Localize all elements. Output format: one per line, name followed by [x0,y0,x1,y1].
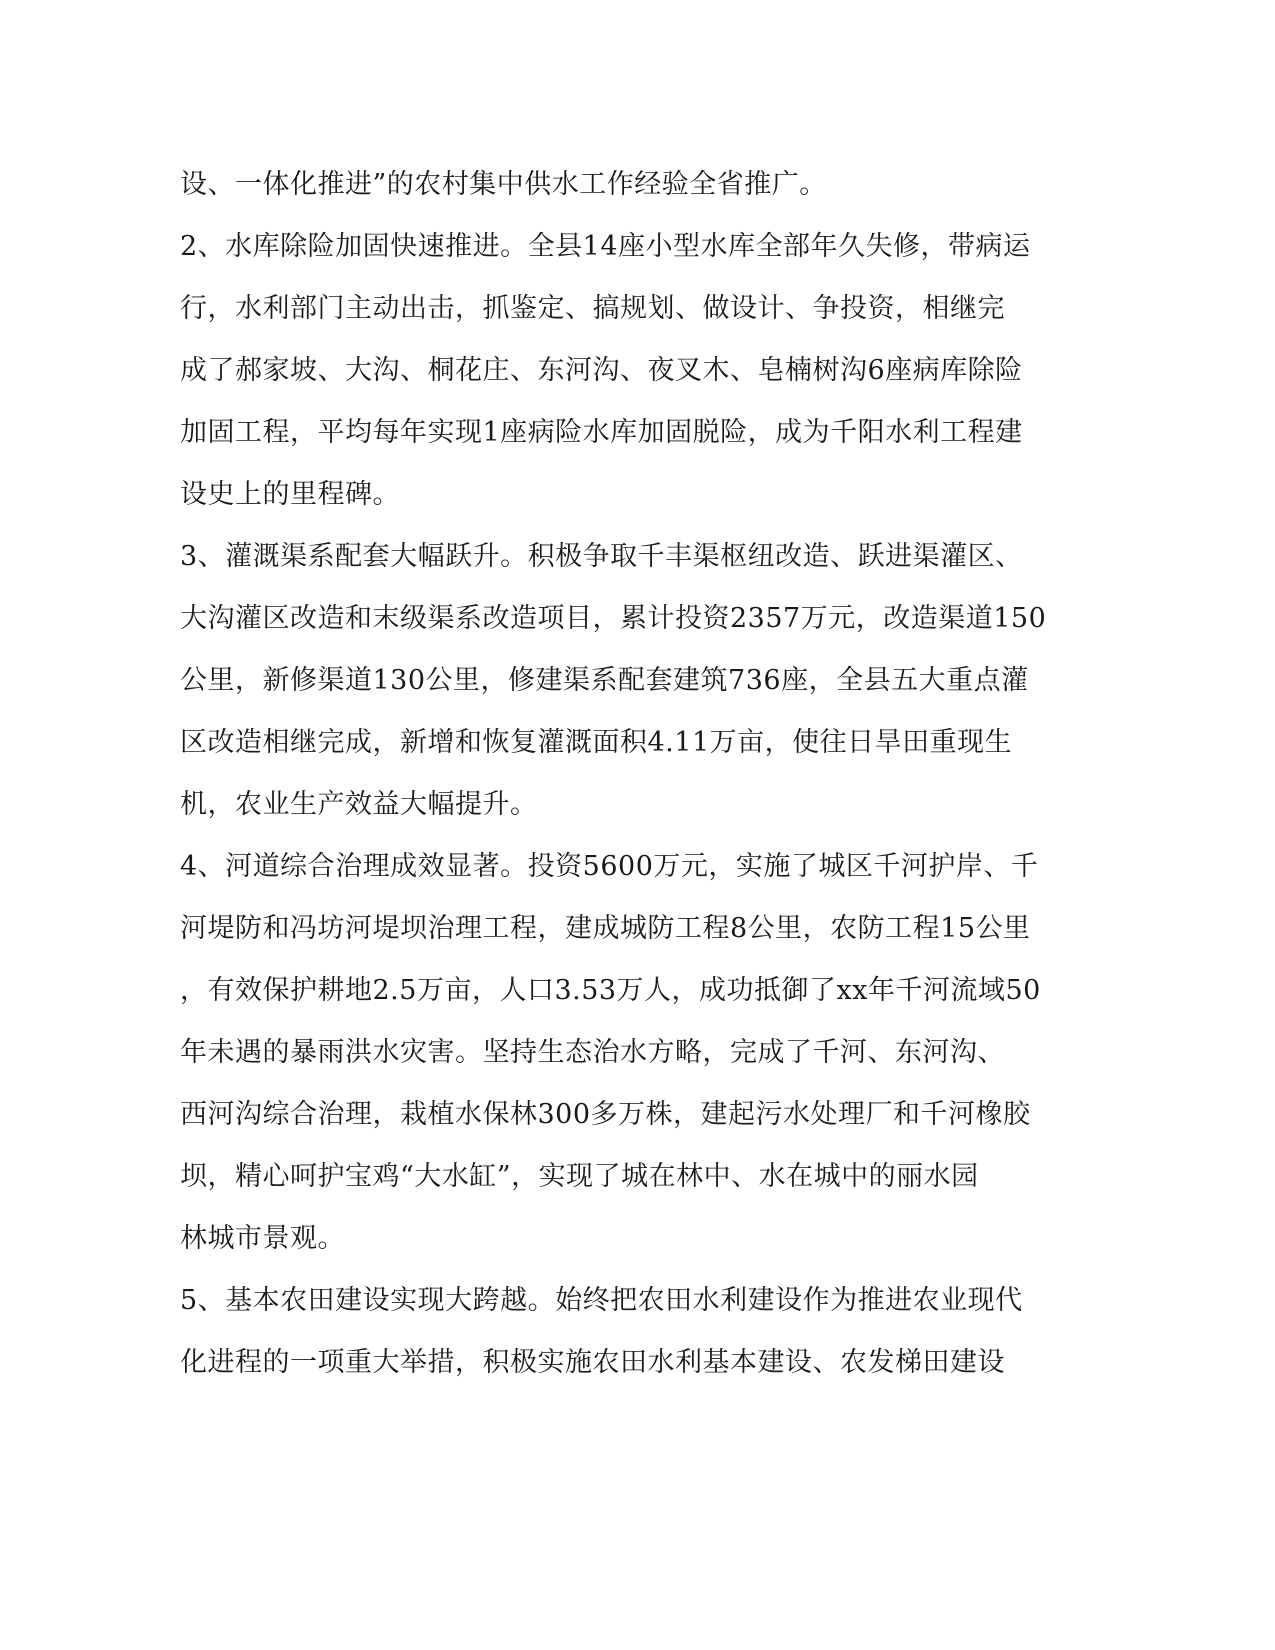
text-line: 设史上的里程碑。 [180,479,400,510]
text-line: 大沟灌区改造和末级渠系改造项目，累计投资2357万元，改造渠道150 [180,603,1047,634]
text-line: 坝，精心呵护宝鸡“大水缸”，实现了城在林中、水在城中的丽水园 [180,1161,979,1192]
text-line: 公里，新修渠道130公里，修建渠系配套建筑736座，全县五大重点灌 [180,665,1029,696]
text-line: 林城市景观。 [180,1223,345,1254]
text-line: 西河沟综合治理，栽植水保林300多万株，建起污水处理厂和千河橡胶 [180,1099,1031,1130]
text-line: ，有效保护耕地2.5万亩，人口3.53万人，成功抵御了xx年千河流域50 [180,975,1041,1006]
text-line: 2、水库除险加固快速推进。全县14座小型水库全部年久失修，带病运 [180,231,1031,262]
text-line: 成了郝家坡、大沟、桐花庄、东河沟、夜叉木、皂楠树沟6座病库除险 [180,355,1023,386]
text-line: 年未遇的暴雨洪水灾害。坚持生态治水方略，完成了千河、东河沟、 [180,1037,1005,1068]
text-line: 化进程的一项重大举措，积极实施农田水利基本建设、农发梯田建设 [180,1347,1005,1378]
text-line: 4、河道综合治理成效显著。投资5600万元，实施了城区千河护岸、千 [180,851,1039,882]
text-line: 3、灌溉渠系配套大幅跃升。积极争取千丰渠枢纽改造、跃进渠灌区、 [180,541,1023,572]
text-line: 区改造相继完成，新增和恢复灌溉面积4.11万亩，使往日旱田重现生 [180,727,1013,758]
text-line: 设、一体化推进”的农村集中供水工作经验全省推广。 [180,169,827,200]
body-text [180,163,1047,1403]
text-line: 河堤防和冯坊河堤坝治理工程，建成城防工程8公里，农防工程15公里 [180,913,1031,944]
text-line: 行，水利部门主动出击，抓鉴定、搞规划、做设计、争投资，相继完 [180,293,1005,324]
text-line: 5、基本农田建设实现大跨越。始终把农田水利建设作为推进农业现代 [180,1285,1023,1316]
text-line: 机，农业生产效益大幅提升。 [180,789,538,820]
text-line: 加固工程，平均每年实现1座病险水库加固脱险，成为千阳水利工程建 [180,417,1023,448]
